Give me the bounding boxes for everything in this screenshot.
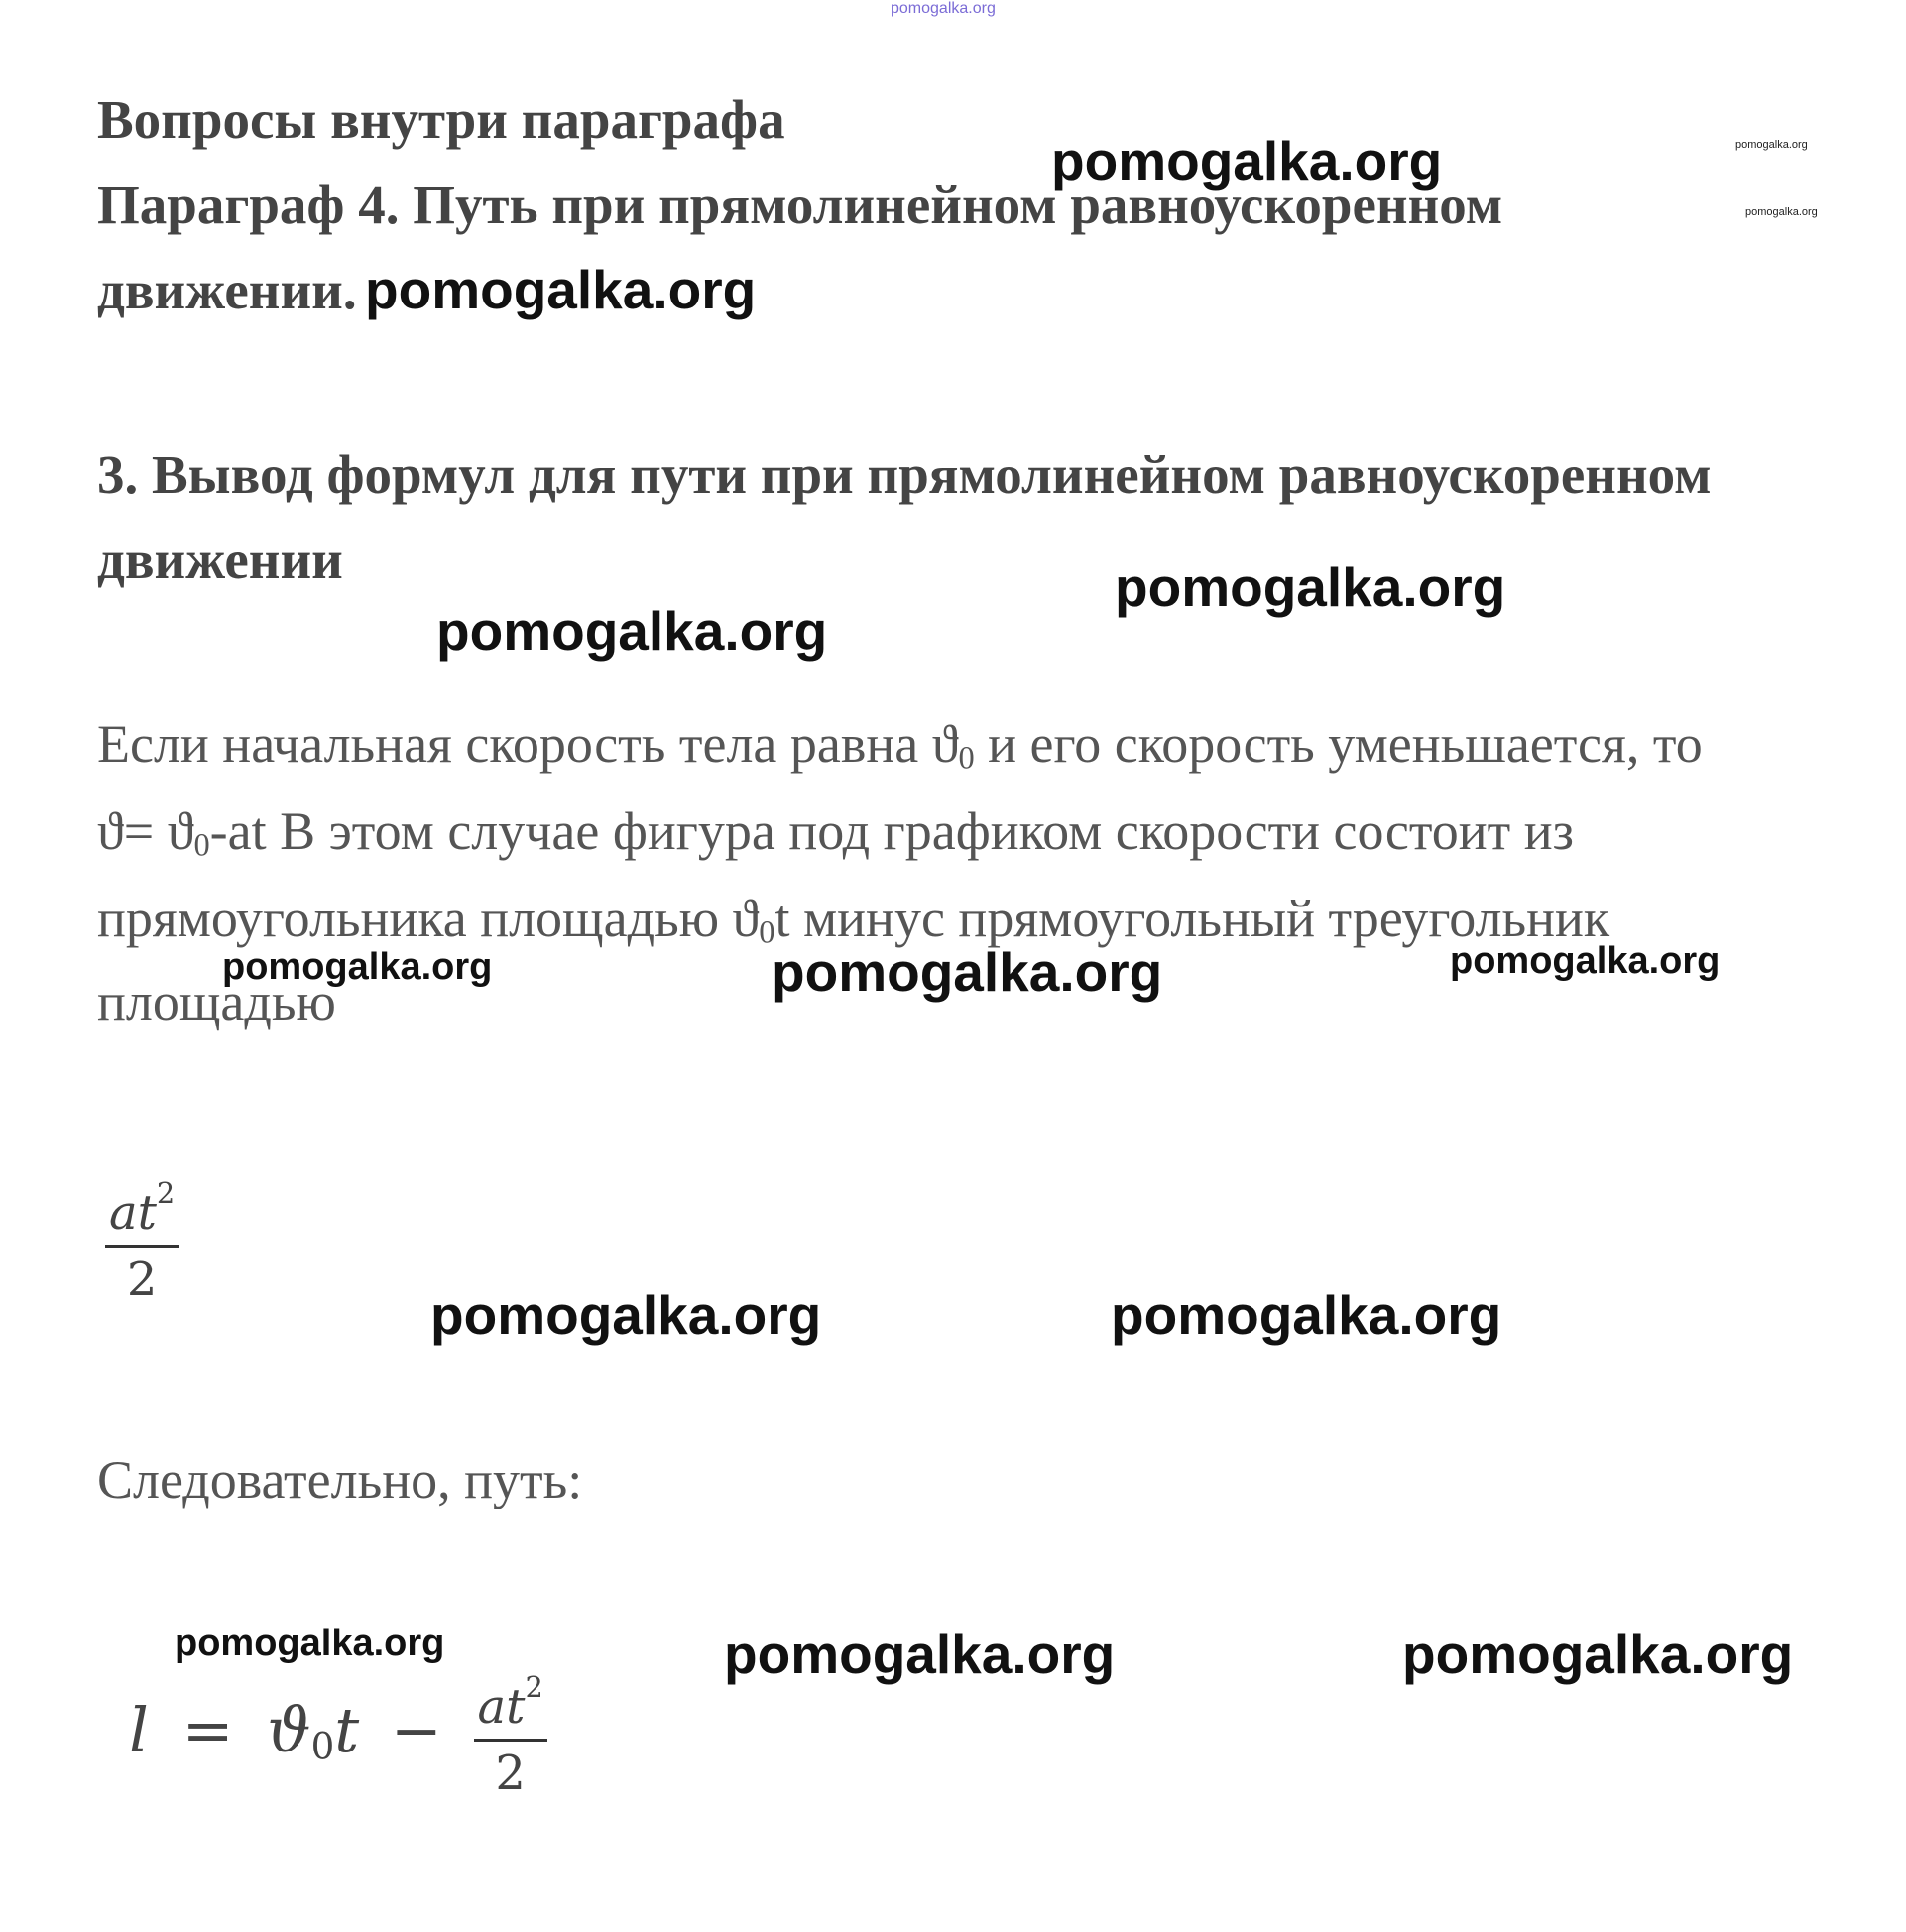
paragraph-line3: прямоугольника площадью $ϑ_0t$ минус прямоугольный треугольник bbox=[97, 889, 1610, 951]
formula-triangle-area: $\frac{at^2}{2}$ bbox=[105, 1176, 179, 1307]
watermark-top: pomogalka.org bbox=[891, 0, 996, 17]
formula-path: $l = ϑ_0t$ − $\frac{at^2}{2}$ bbox=[129, 1670, 547, 1801]
page-title: Вопросы внутри параграфа bbox=[97, 89, 785, 150]
watermark: pomogalka.org bbox=[365, 259, 757, 320]
conclusion-text: Следовательно, путь: bbox=[97, 1450, 583, 1509]
watermark: pomogalka.org bbox=[1735, 139, 1808, 151]
watermark: pomogalka.org bbox=[1450, 940, 1721, 982]
paragraph-line2: $ϑ= ϑ_0-at$ В этом случае фигура под графиком скорости состоит из bbox=[97, 801, 1574, 864]
watermark: pomogalka.org bbox=[436, 600, 828, 662]
watermark: pomogalka.org bbox=[222, 946, 493, 988]
paragraph-title: Параграф 4. Путь при прямолинейном равноускоренном bbox=[97, 175, 1503, 235]
paragraph-line1: Если начальная скорость тела равна $ϑ_0$ и его скорость уменьшается, то bbox=[97, 714, 1703, 777]
watermark: pomogalka.org bbox=[1051, 130, 1443, 191]
watermark: pomogalka.org bbox=[175, 1623, 445, 1664]
section-heading-line2: движении bbox=[97, 530, 343, 590]
watermark: pomogalka.org bbox=[1115, 556, 1506, 618]
watermark: pomogalka.org bbox=[1745, 206, 1818, 218]
section-heading-line1: 3. Вывод формул для пути при прямолинейном равноускоренном bbox=[97, 444, 1712, 505]
watermark: pomogalka.org bbox=[430, 1284, 822, 1346]
paragraph-line4: площадью bbox=[97, 972, 336, 1031]
watermark: pomogalka.org bbox=[724, 1624, 1116, 1685]
watermark: pomogalka.org bbox=[1111, 1284, 1502, 1346]
watermark: pomogalka.org bbox=[1402, 1624, 1794, 1685]
watermark: pomogalka.org bbox=[772, 941, 1163, 1003]
paragraph-title-continuation: движении. bbox=[97, 260, 357, 320]
